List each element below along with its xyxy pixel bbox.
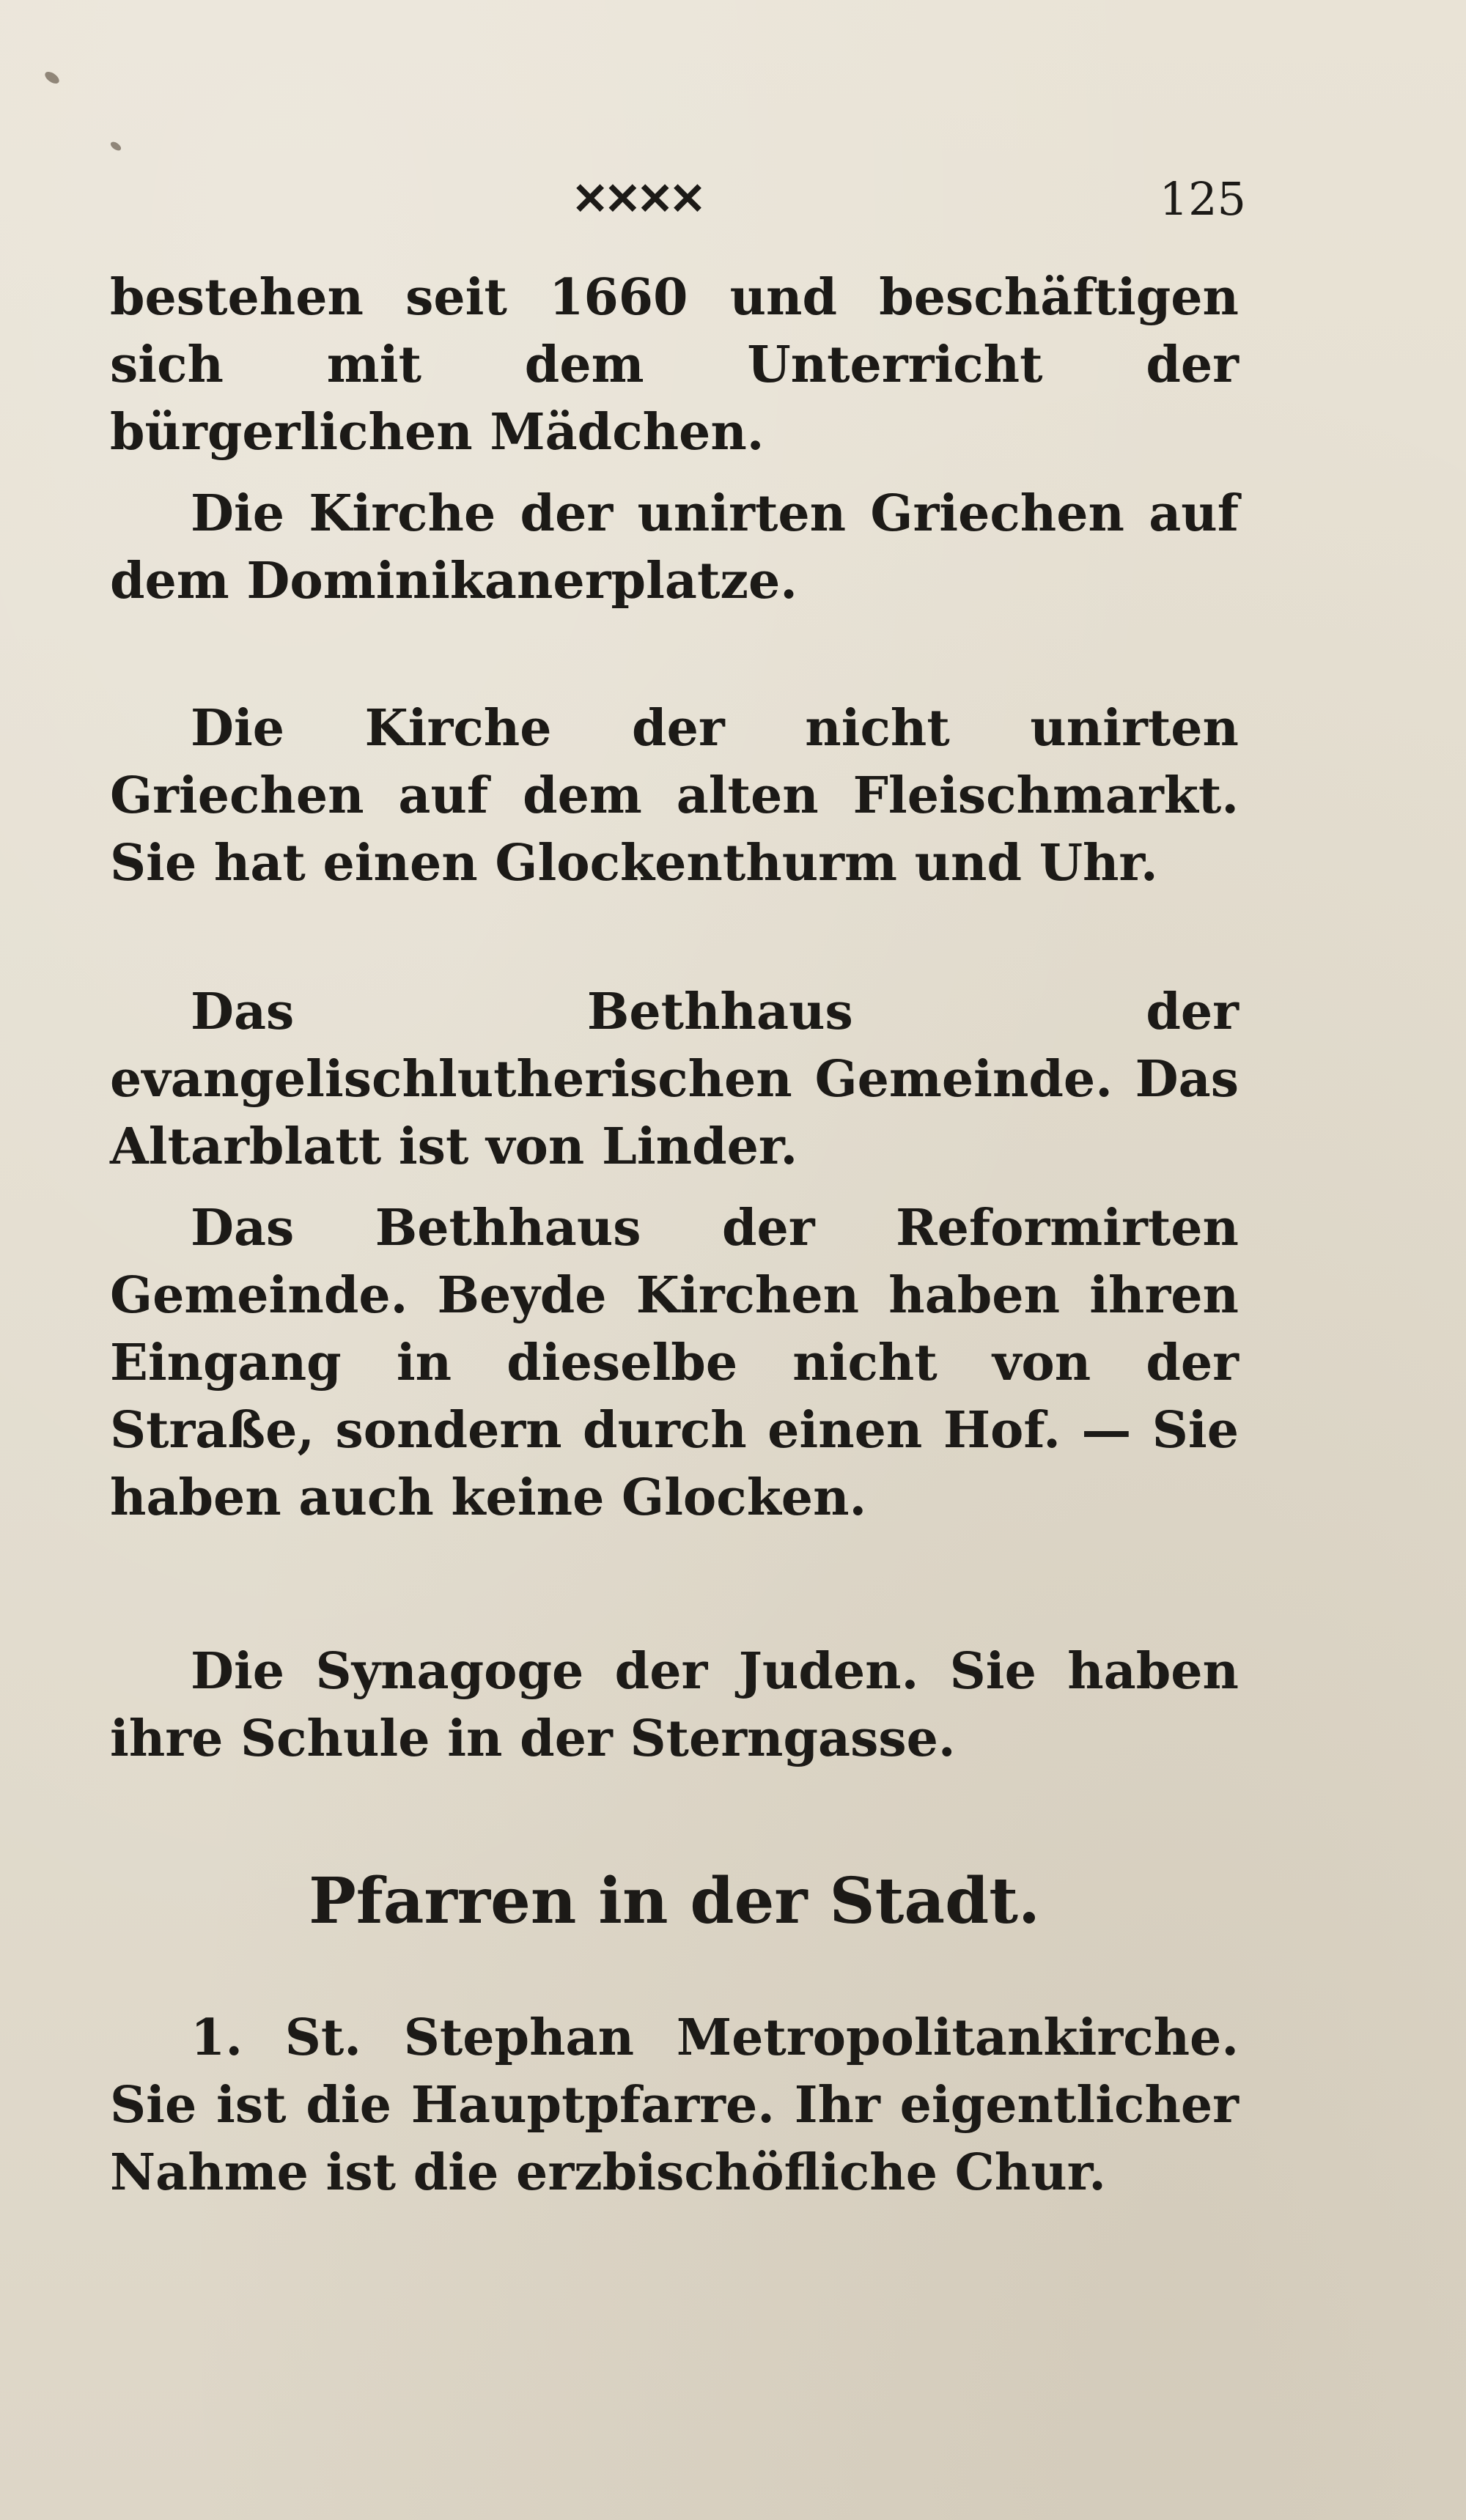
- paragraph-text: Das Bethhaus der evangelischlutherischen Gemeinde. Das Altarblatt ist von Linder.: [110, 983, 1239, 1176]
- paragraph-lutheran-prayer-house: [110, 978, 1239, 1180]
- paragraph-reformed-prayer-house: [110, 1194, 1239, 1531]
- parish-list-item: [110, 2004, 1239, 2206]
- header-ornament: ✕✕✕✕: [572, 174, 702, 225]
- paragraph-text: Die Kirche der nicht unirten Griechen auf dem alten Fleischmarkt. Sie hat einen Glockenthurm und Uhr.: [110, 699, 1239, 893]
- paragraph-text: bestehen seit 1660 und beschäftigen sich mit dem Unterricht der bürgerlichen Mädchen.: [110, 268, 1239, 462]
- paragraph-text: Die Kirche der unirten Griechen auf dem Dominikanerplatze.: [110, 484, 1239, 610]
- ink-spot: [109, 140, 122, 152]
- paragraph-orthodox-greek-church: [110, 695, 1239, 897]
- paragraph-united-greek-church: [110, 480, 1239, 615]
- paragraph-synagogue: [110, 1638, 1239, 1773]
- paragraph-text: Das Bethhaus der Reformirten Gemeinde. Beyde Kirchen haben ihren Eingang in dieselbe nicht von der Straße, sondern durch einen Hof. — Sie haben auch keine Glocken.: [110, 1199, 1239, 1527]
- parish-item-text: 1. St. Stephan Metropolitankirche. Sie ist die Hauptpfarre. Ihr eigentlicher Nahme ist die erzbischöfliche Chur.: [110, 2009, 1239, 2202]
- section-heading: Pfarren in der Stadt.: [309, 1864, 1040, 1938]
- page-number: 125: [1159, 172, 1246, 226]
- paragraph-text: Die Synagoge der Juden. Sie haben ihre Schule in der Sterngasse.: [110, 1642, 1239, 1768]
- page-header: [110, 170, 1246, 229]
- paragraph-continuation: [110, 264, 1239, 466]
- ink-spot: [43, 70, 62, 86]
